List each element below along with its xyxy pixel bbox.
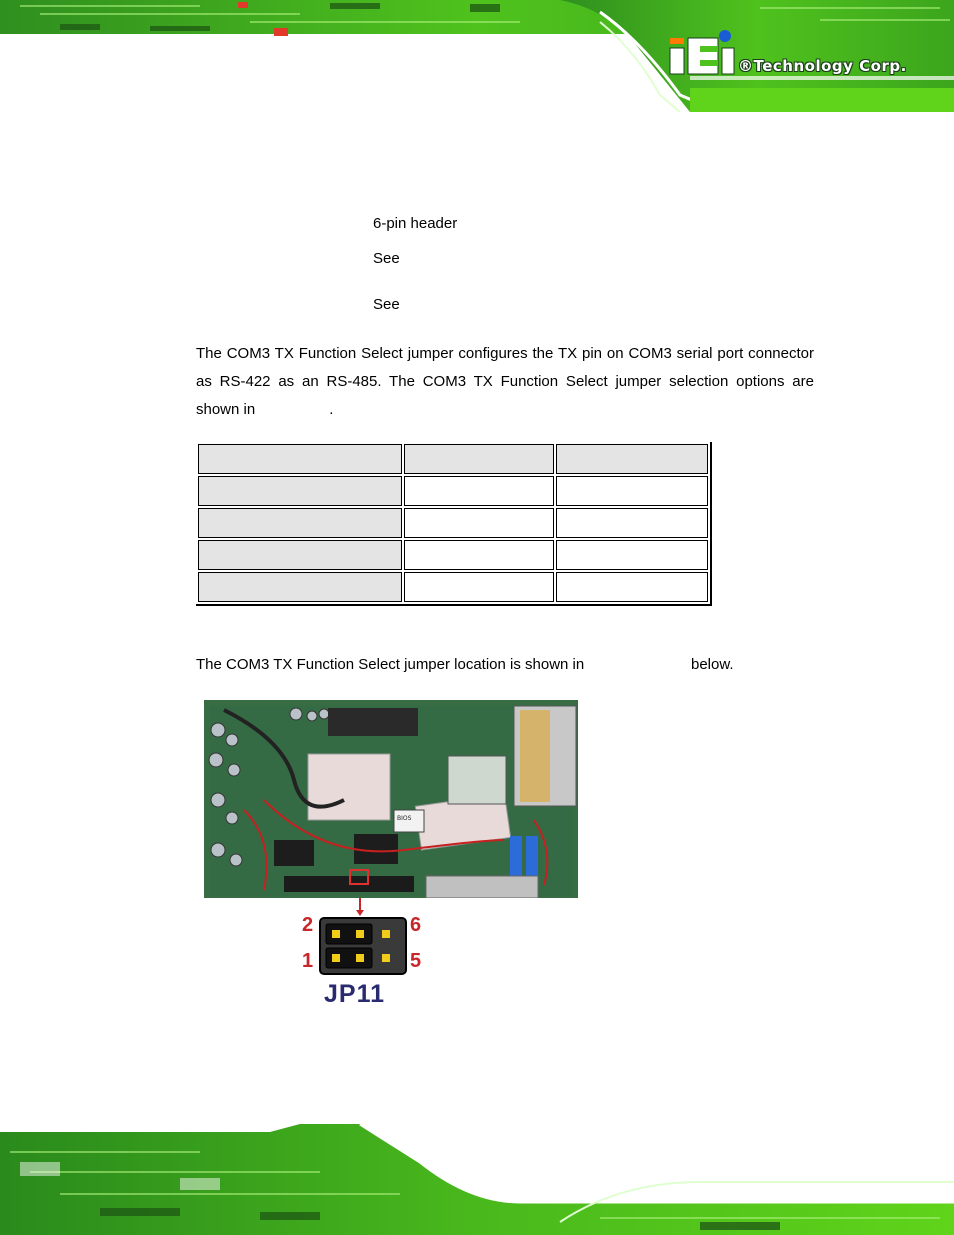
table-cell — [404, 476, 553, 506]
table-row — [198, 540, 708, 570]
table-cell — [198, 572, 402, 602]
table-row — [198, 572, 708, 602]
intro-paragraph — [196, 340, 814, 424]
pin-label-1: 1 — [302, 950, 314, 972]
table-header-row — [198, 444, 708, 474]
pin-label-6: 6 — [410, 914, 422, 936]
pin-label-5: 5 — [410, 950, 422, 972]
table-header-cell — [404, 444, 553, 474]
intro-paragraph-end: . — [329, 401, 334, 418]
jumper-settings-table — [196, 442, 712, 606]
header-banner — [0, 0, 954, 112]
table-cell — [404, 508, 553, 538]
table-header-cell — [556, 444, 708, 474]
table-cell — [556, 476, 708, 506]
table-cell — [556, 508, 708, 538]
footer-banner — [0, 1122, 954, 1235]
intro-paragraph-text: The COM3 TX Function Select jumper configures the TX pin on COM3 serial port connector as RS-422 as an RS-485. The COM3 TX Function Select jumper selection options are shown in — [196, 345, 814, 418]
jumper-location-value: See — [373, 296, 400, 313]
table-cell — [198, 508, 402, 538]
table-cell — [198, 476, 402, 506]
location-sentence: The COM3 TX Function Select jumper location is shown in — [196, 656, 585, 673]
table-row — [198, 508, 708, 538]
table-cell — [198, 540, 402, 570]
table-cell — [556, 540, 708, 570]
table-cell — [556, 572, 708, 602]
table-header-cell — [198, 444, 402, 474]
pin-label-2: 2 — [302, 914, 314, 936]
motherboard-photo — [204, 700, 578, 898]
jumper-settings-value: See — [373, 250, 400, 267]
jumper-type-value: 6-pin header — [373, 215, 458, 232]
company-logo-text: ®Technology Corp. — [738, 57, 907, 75]
table-cell — [404, 540, 553, 570]
location-sentence-end: below. — [691, 656, 734, 673]
table-row — [198, 476, 708, 506]
bios-chip-label: BIOS — [397, 815, 412, 822]
jp11-label: JP11 — [324, 980, 386, 1008]
table-cell — [404, 572, 553, 602]
